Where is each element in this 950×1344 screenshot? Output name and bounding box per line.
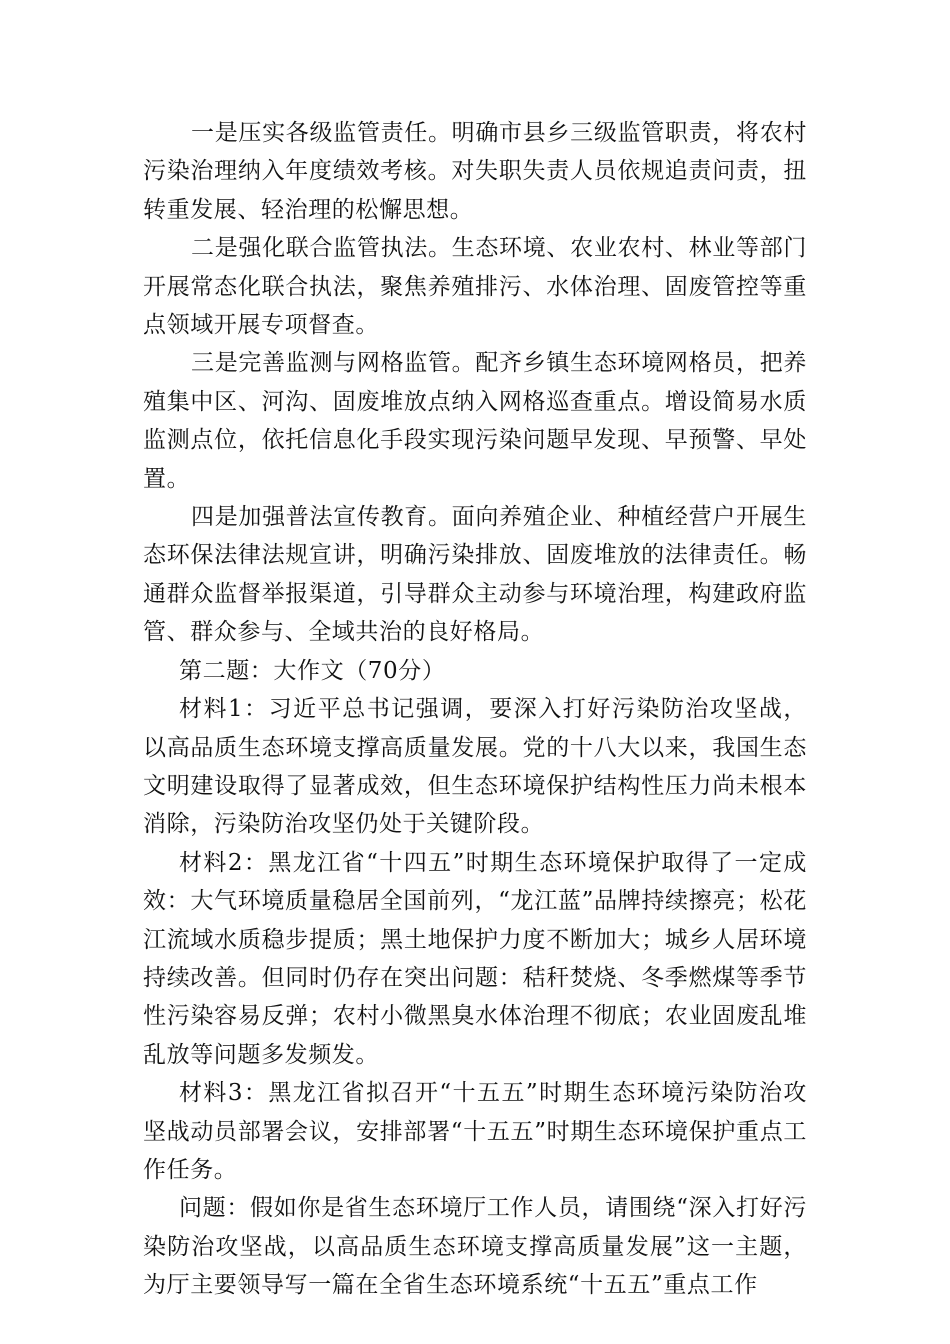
question-two-heading: 第二题：大作文（70分） bbox=[179, 657, 446, 684]
paragraph-monitoring-grid: 三是完善监测与网格监管。配齐乡镇生态环境网格员，把养殖集中区、河沟、固废堆放点纳入网格巡查重点。增设简易水质监测点位，依托信息化手段实现污染问题早发现、早预警、早处置。 bbox=[143, 350, 807, 492]
material-2: 材料2：黑龙江省“十四五”时期生态环境保护取得了一定成效：大气环境质量稳居全国前列，“龙江蓝”品牌持续擦亮；松花江流域水质稳步提质；黑土地保护力度不断加大；城乡人居环境持续改善。但同时仍存在突出问题：秸秆焚烧、冬季燃煤等季节性污染容易反弹；农村小微黑臭水体治理不彻底；农业固废乱堆乱放等问题多发频发。 bbox=[143, 849, 807, 1068]
material-3: 材料3：黑龙江省拟召开“十五五”时期生态环境污染防治攻坚战动员部署会议，安排部署“十五五”时期生态环境保护重点工作任务。 bbox=[143, 1080, 807, 1183]
question-prompt: 问题：假如你是省生态环境厅工作人员，请围绕“深入打好污染防治攻坚战，以高品质生态环境支撑高质量发展”这一主题，为厅主要领导写一篇在全省生态环境系统“十五五”重点工作 bbox=[143, 1195, 807, 1299]
document-body bbox=[143, 114, 807, 1305]
paragraph-duty-responsibility: 一是压实各级监管责任。明确市县乡三级监管职责，将农村污染治理纳入年度绩效考核。对失职失责人员依规追责问责，扭转重发展、轻治理的松懈思想。 bbox=[143, 120, 807, 223]
paragraph-legal-education: 四是加强普法宣传教育。面向养殖企业、种植经营户开展生态环保法律法规宣讲，明确污染排放、固废堆放的法律责任。畅通群众监督举报渠道，引导群众主动参与环境治理，构建政府监管、群众参与、全域共治的良好格局。 bbox=[143, 504, 807, 646]
material-1: 材料1：习近平总书记强调，要深入打好污染防治攻坚战，以高品质生态环境支撑高质量发展。党的十八大以来，我国生态文明建设取得了显著成效，但生态环境保护结构性压力尚未根本消除，污染防治攻坚仍处于关键阶段。 bbox=[143, 696, 807, 838]
paragraph-joint-enforcement: 二是强化联合监管执法。生态环境、农业农村、林业等部门开展常态化联合执法，聚焦养殖排污、水体治理、固废管控等重点领域开展专项督查。 bbox=[143, 235, 807, 339]
